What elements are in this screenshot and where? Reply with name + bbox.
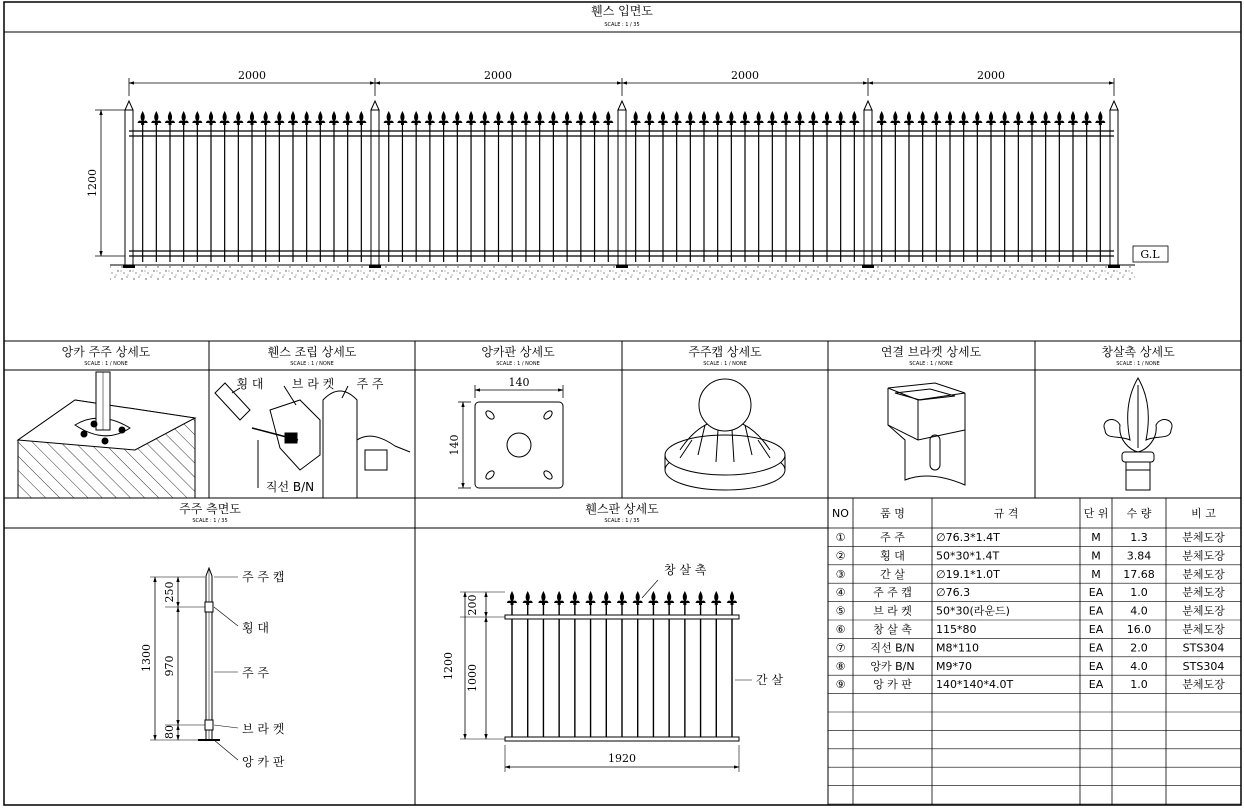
table-cell: EA	[1088, 641, 1104, 655]
picket-tip	[781, 111, 791, 125]
picket-tip	[274, 111, 284, 125]
post-label-plate: 앙 카 판	[242, 755, 285, 769]
picket-tip	[1068, 111, 1078, 125]
detail-scale-anchor-plate: SCALE : 1 / NONE	[496, 361, 540, 367]
elevation-post	[371, 110, 379, 265]
picket-tip	[302, 111, 312, 125]
elevation-post	[1110, 110, 1118, 265]
table-cell: 115*80	[936, 623, 977, 636]
picket-tip	[726, 111, 736, 125]
assembly-label-bolt: 직선 B/N	[265, 480, 315, 494]
table-cell: 브 라 켓	[873, 604, 912, 618]
picket-tip	[603, 111, 613, 125]
table-cell: M	[1091, 549, 1101, 563]
post-base	[369, 265, 381, 268]
picket-tip	[507, 111, 517, 125]
elevation-posts	[123, 101, 1120, 268]
table-cell: ∅76.3	[936, 586, 971, 600]
post-label-cap: 주 주 캡	[242, 570, 285, 584]
panel-dim-body: 1000	[466, 664, 479, 692]
table-cell: ⑦	[835, 641, 846, 655]
anchor-plate-detail	[458, 385, 563, 488]
post-cap	[1110, 101, 1118, 110]
picket-tip	[904, 111, 914, 125]
span-dim-2: 2000	[484, 69, 512, 82]
picket-tip	[1095, 111, 1105, 125]
detail-scale-spear-tip: SCALE : 1 / NONE	[1116, 361, 1160, 367]
elevation-post	[125, 110, 133, 265]
post-dim-bottom: 80	[163, 725, 176, 739]
table-cell: 140*140*4.0T	[936, 678, 1014, 692]
post-base	[1108, 265, 1120, 268]
panel-picket-tip	[507, 591, 517, 605]
panel-picket-tip	[648, 591, 658, 605]
table-cell: 분체도장	[1182, 531, 1225, 544]
panel-picket-tip	[727, 591, 737, 605]
picket-tip	[672, 111, 682, 125]
picket-tip	[754, 111, 764, 125]
table-cell: 직선 B/N	[870, 641, 915, 655]
detail-title-bracket: 연결 브라켓 상세도	[880, 345, 982, 359]
picket-tip	[576, 111, 586, 125]
span-dim-3: 2000	[731, 69, 759, 82]
elevation-post	[618, 110, 626, 265]
main-title: 휀스 입면도	[591, 4, 653, 18]
panel-title: 휀스판 상세도	[585, 502, 659, 516]
panel-picket-tip	[696, 591, 706, 605]
spear-tip-detail	[1104, 378, 1172, 490]
assembly-label-rail: 횡 대	[236, 377, 264, 391]
table-cell: 분체도장	[1182, 549, 1225, 563]
span-dim-1: 2000	[238, 69, 266, 82]
panel-picket-tip	[538, 591, 548, 605]
picket-tip	[631, 111, 641, 125]
picket-tip	[986, 111, 996, 125]
detail-titles	[62, 344, 1175, 367]
post-dim-total: 1300	[140, 644, 153, 672]
picket-tip	[740, 111, 750, 125]
panel-picket-tip	[570, 591, 580, 605]
table-cell: EA	[1088, 586, 1104, 600]
table-cell: 앙카 B/N	[870, 659, 915, 673]
picket-tip	[261, 111, 271, 125]
picket-tip	[918, 111, 928, 125]
table-cell: M9*70	[936, 659, 972, 673]
picket-tip	[220, 111, 230, 125]
elevation-post	[864, 110, 872, 265]
post-dim-top: 250	[163, 581, 176, 603]
table-cell: 간 살	[880, 567, 905, 581]
panel-picket-tip	[664, 591, 674, 605]
picket-tip	[795, 111, 805, 125]
panel-scale: SCALE : 1 / 35	[604, 518, 640, 524]
panel-label-tip: 창 살 촉	[664, 563, 707, 577]
picket-tip	[329, 111, 339, 125]
picket-tip	[480, 111, 490, 125]
picket-tip	[521, 111, 531, 125]
picket-tip	[206, 111, 216, 125]
picket-tip	[562, 111, 572, 125]
table-header: 수 량	[1126, 507, 1152, 520]
detail-scale-assembly: SCALE : 1 / NONE	[290, 361, 334, 367]
picket-tip	[699, 111, 709, 125]
picket-tip	[931, 111, 941, 125]
table-cell: STS304	[1182, 659, 1225, 673]
table-cell: EA	[1088, 659, 1104, 673]
table-cell: 1.3	[1130, 531, 1148, 544]
table-header: 규 격	[993, 507, 1019, 520]
table-cell: 50*30*1.4T	[936, 549, 1000, 563]
table-cell: 1.0	[1130, 678, 1148, 692]
picket-tip	[138, 111, 148, 125]
table-cell: ⑨	[835, 678, 846, 692]
table-cell: 분체도장	[1182, 678, 1225, 692]
picket-tip	[945, 111, 955, 125]
parts-table	[828, 498, 1241, 805]
picket-tip	[179, 111, 189, 125]
post-side-scale: SCALE : 1 / 35	[192, 518, 228, 524]
picket-tip	[356, 111, 366, 125]
table-cell: STS304	[1182, 641, 1225, 655]
panel-picket-tip	[711, 591, 721, 605]
fence-panel	[442, 562, 783, 772]
post-base	[862, 265, 874, 268]
table-cell: 50*30(라운드)	[936, 604, 1010, 618]
table-cell: M	[1091, 567, 1101, 581]
post-cap	[618, 101, 626, 110]
table-header: 단 위	[1083, 507, 1109, 520]
table-cell: ∅76.3*1.4T	[936, 531, 1000, 544]
span-dim-4: 2000	[977, 69, 1005, 82]
picket-tip	[713, 111, 723, 125]
anchor-plate-height: 140	[448, 434, 461, 456]
picket-tip	[644, 111, 654, 125]
picket-tip	[343, 111, 353, 125]
table-cell: ④	[835, 586, 846, 600]
picket-tip	[233, 111, 243, 125]
panel-picket-tip	[554, 591, 564, 605]
table-cell: 횡 대	[880, 549, 905, 563]
post-side-title: 주주 측면도	[179, 502, 241, 516]
picket-tip	[247, 111, 257, 125]
anchor-plate-width: 140	[508, 376, 530, 389]
picket-tip	[890, 111, 900, 125]
picket-tip	[685, 111, 695, 125]
post-label-rail: 횡 대	[242, 621, 269, 635]
picket-tip	[494, 111, 504, 125]
table-cell: M8*110	[936, 641, 979, 655]
picket-tip	[397, 111, 407, 125]
post-cap	[864, 101, 872, 110]
bracket-detail	[888, 383, 965, 485]
table-cell: 4.0	[1130, 659, 1148, 673]
picket-tip	[959, 111, 969, 125]
panel-picket-tip	[523, 591, 533, 605]
panel-picket-tip	[601, 591, 611, 605]
table-cell: 창 살 촉	[873, 623, 912, 636]
panel-label-picket: 간 살	[756, 673, 783, 687]
detail-title-anchor-post: 앙카 주주 상세도	[61, 345, 151, 359]
table-cell: EA	[1088, 623, 1104, 636]
table-cell: 1.0	[1130, 586, 1148, 600]
picket-tip	[1013, 111, 1023, 125]
post-label-bracket: 브 라 켓	[242, 722, 285, 736]
table-cell: 3.84	[1126, 549, 1152, 563]
table-header: 비 고	[1191, 507, 1216, 520]
table-cell: 주 주	[880, 531, 905, 544]
picket-tip	[849, 111, 859, 125]
panel-dim-total: 1200	[442, 652, 455, 680]
detail-scale-anchor-post: SCALE : 1 / NONE	[84, 361, 128, 367]
detail-title-post-cap: 주주캡 상세도	[688, 345, 762, 359]
picket-tip	[452, 111, 462, 125]
post-cap	[371, 101, 379, 110]
table-cell: ③	[835, 567, 846, 581]
picket-tip	[535, 111, 545, 125]
table-cell: EA	[1088, 678, 1104, 692]
panel-dim-width: 1920	[608, 752, 636, 765]
picket-tip	[877, 111, 887, 125]
picket-tip	[165, 111, 175, 125]
table-cell: ②	[835, 549, 846, 563]
picket-tip	[439, 111, 449, 125]
table-cell: 주 주 캡	[873, 586, 912, 600]
panel-picket-tip	[617, 591, 627, 605]
detail-title-anchor-plate: 앙카판 상세도	[481, 345, 555, 359]
detail-scale-bracket: SCALE : 1 / NONE	[909, 361, 953, 367]
picket-tip	[425, 111, 435, 125]
table-cell: 분체도장	[1182, 586, 1225, 600]
picket-tip	[1041, 111, 1051, 125]
height-dim: 1200	[86, 169, 99, 197]
panel-dim-tip: 200	[466, 594, 479, 616]
panel-picket-tip	[633, 591, 643, 605]
table-cell: ⑥	[835, 623, 846, 636]
detail-title-spear-tip: 창살촉 상세도	[1101, 345, 1175, 359]
table-cell: 16.0	[1126, 623, 1152, 636]
main-scale: SCALE : 1 / 35	[604, 22, 640, 28]
post-cap	[125, 101, 133, 110]
table-cell: 분체도장	[1182, 567, 1225, 581]
picket-tip	[836, 111, 846, 125]
panel-picket-tip	[680, 591, 690, 605]
assembly-label-bracket: 브 라 켓	[291, 377, 335, 391]
table-cell: ⑤	[835, 604, 846, 618]
post-base	[616, 265, 628, 268]
table-cell: M	[1091, 531, 1101, 544]
table-cell: 4.0	[1130, 604, 1148, 618]
picket-tip	[808, 111, 818, 125]
picket-tip	[1082, 111, 1092, 125]
panel-picket-tip	[586, 591, 596, 605]
post-dim-mid: 970	[163, 655, 176, 677]
table-cell: ∅19.1*1.0T	[936, 567, 1000, 581]
table-cell: 2.0	[1130, 641, 1148, 655]
table-cell: ⑧	[835, 659, 846, 673]
assembly-label-post: 주 주	[356, 377, 384, 391]
picket-tip	[548, 111, 558, 125]
table-cell: 17.68	[1123, 567, 1155, 581]
picket-tip	[466, 111, 476, 125]
table-header: 품 명	[880, 507, 905, 520]
picket-tip	[151, 111, 161, 125]
detail-scale-post-cap: SCALE : 1 / NONE	[703, 361, 747, 367]
post-label-post: 주 주	[242, 666, 269, 680]
table-header: NO	[832, 507, 849, 520]
table-cell: 분체도장	[1182, 604, 1225, 618]
picket-tip	[822, 111, 832, 125]
table-cell: 앙 카 판	[873, 678, 912, 692]
picket-tip	[590, 111, 600, 125]
picket-tip	[315, 111, 325, 125]
table-cell: ①	[835, 531, 846, 544]
post-base	[123, 265, 135, 268]
picket-tip	[767, 111, 777, 125]
detail-title-assembly: 휀스 조립 상세도	[267, 345, 357, 359]
picket-tip	[658, 111, 668, 125]
table-cell: 분체도장	[1182, 623, 1225, 636]
picket-tip	[1000, 111, 1010, 125]
picket-tip	[384, 111, 394, 125]
fence-elevation	[86, 69, 1168, 281]
picket-tip	[1027, 111, 1037, 125]
post-cap-detail	[665, 379, 785, 490]
table-cell: EA	[1088, 604, 1104, 618]
picket-tip	[192, 111, 202, 125]
gl-label: G.L	[1140, 248, 1160, 261]
picket-tip	[1054, 111, 1064, 125]
panel-pickets	[507, 591, 737, 739]
picket-tip	[972, 111, 982, 125]
picket-tip	[411, 111, 421, 125]
picket-tip	[288, 111, 298, 125]
anchor-post-detail	[18, 372, 195, 498]
